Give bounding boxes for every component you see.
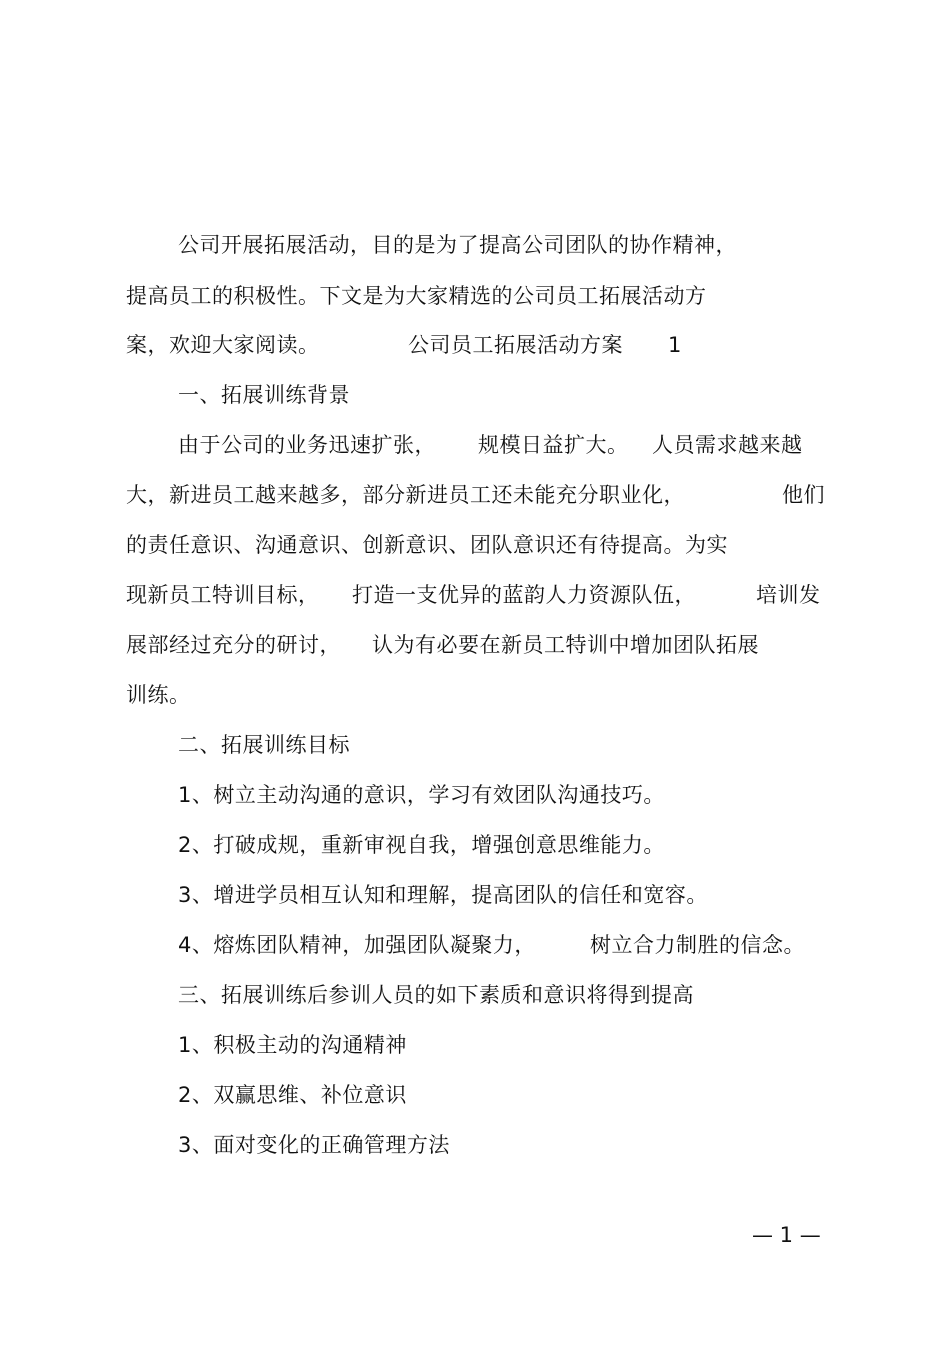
- intro-text: 提高员工的积极性。下文是为大家精选的公司员工拓展活动方: [126, 284, 707, 308]
- body-text: 训练。: [126, 683, 191, 707]
- list-item-text: 1、积极主动的沟通精神: [178, 1033, 407, 1057]
- section1-line-1c: [652, 430, 803, 460]
- document-title: [408, 330, 623, 360]
- title-text: 公司员工拓展活动方案: [408, 333, 623, 357]
- list-item-text: 4、熔炼团队精神，加强团队凝聚力，: [178, 933, 536, 957]
- section1-line-5a: [126, 630, 341, 660]
- document-title-number: [668, 330, 682, 360]
- body-text: 大，新进员工越来越多，部分新进员工还未能充分职业化，: [126, 483, 685, 507]
- body-text: 他们: [782, 483, 825, 507]
- section1-line-4c: [756, 580, 821, 610]
- body-text: 的责任意识、沟通意识、创新意识、团队意识还有待提高。为实: [126, 533, 728, 557]
- body-text: 认为有必要在新员工特训中增加团队拓展: [372, 633, 759, 657]
- list-item: [178, 1030, 407, 1060]
- section1-line-2a: [126, 480, 685, 510]
- section1-line-2b: [782, 480, 825, 510]
- list-item: [178, 1130, 450, 1160]
- list-item: [178, 930, 536, 960]
- body-text: 展部经过充分的研讨，: [126, 633, 341, 657]
- section1-line-4a: [126, 580, 320, 610]
- body-text: 由于公司的业务迅速扩张，: [178, 433, 436, 457]
- intro-line-3: [126, 330, 320, 360]
- section1-line-5b: [372, 630, 759, 660]
- body-text: 打造一支优异的蓝韵人力资源队伍，: [352, 583, 696, 607]
- list-item: [178, 780, 665, 810]
- list-item-text: 3、面对变化的正确管理方法: [178, 1133, 450, 1157]
- heading-text: 一、拓展训练背景: [178, 383, 350, 407]
- list-item-continuation: [590, 930, 805, 960]
- body-text: 人员需求越来越: [652, 433, 803, 457]
- title-number: 1: [668, 333, 682, 357]
- section-heading-outcomes: [178, 980, 694, 1010]
- list-item: [178, 1080, 407, 1110]
- body-text: 现新员工特训目标，: [126, 583, 320, 607]
- section1-line-4b: [352, 580, 696, 610]
- list-item: [178, 880, 708, 910]
- body-text: 规模日益扩大。: [478, 433, 629, 457]
- intro-line-2: [126, 281, 707, 311]
- list-item-text: 树立合力制胜的信念。: [590, 933, 805, 957]
- intro-line-1: [178, 230, 737, 260]
- list-item-text: 2、双赢思维、补位意识: [178, 1083, 407, 1107]
- section1-line-1a: [178, 430, 436, 460]
- heading-text: 二、拓展训练目标: [178, 733, 350, 757]
- section-heading-background: [178, 380, 350, 410]
- heading-text: 三、拓展训练后参训人员的如下素质和意识将得到提高: [178, 983, 694, 1007]
- intro-text: 公司开展拓展活动，目的是为了提高公司团队的协作精神，: [178, 233, 737, 257]
- list-item: [178, 830, 665, 860]
- list-item-text: 1、树立主动沟通的意识，学习有效团队沟通技巧。: [178, 783, 665, 807]
- intro-text: 案，欢迎大家阅读。: [126, 333, 320, 357]
- section-heading-goals: [178, 730, 350, 760]
- list-item-text: 2、打破成规，重新审视自我，增强创意思维能力。: [178, 833, 665, 857]
- page-number: — 1 —: [752, 1223, 821, 1247]
- section1-line-3: [126, 530, 728, 560]
- body-text: 培训发: [756, 583, 821, 607]
- list-item-text: 3、增进学员相互认知和理解，提高团队的信任和宽容。: [178, 883, 708, 907]
- section1-line-6: [126, 680, 191, 710]
- section1-line-1b: [478, 430, 629, 460]
